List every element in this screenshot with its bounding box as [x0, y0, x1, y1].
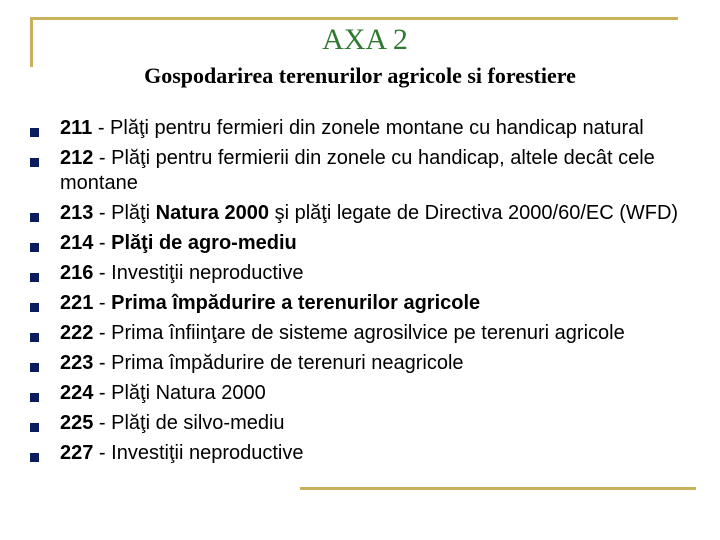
list-item	[28, 408, 708, 438]
frame-bottom-line	[300, 487, 696, 490]
measure-text: - Plăţi pentru fermieri din zonele montane cu handicap natural	[92, 117, 644, 139]
list-item	[28, 288, 708, 318]
measure-text-tail: şi plăţi legate de Directiva 2000/60/EC (WFD)	[269, 202, 679, 224]
measure-text: - Investiţii neproductive	[93, 442, 304, 464]
measure-text: - Prima împădurire de terenuri neagricole	[93, 352, 464, 374]
measure-text-bold: Plăţi de agro-mediu	[111, 232, 297, 254]
square-bullet-icon	[30, 158, 39, 167]
square-bullet-icon	[30, 333, 39, 342]
measure-text: -	[93, 292, 112, 314]
square-bullet-icon	[30, 273, 39, 282]
measure-list	[28, 113, 708, 468]
square-bullet-icon	[30, 453, 39, 462]
slide-title: AXA 2	[322, 23, 408, 56]
list-item	[28, 378, 708, 408]
measure-code: 223	[60, 352, 94, 374]
square-bullet-icon	[30, 213, 39, 222]
square-bullet-icon	[30, 393, 39, 402]
list-item	[28, 228, 708, 258]
square-bullet-icon	[30, 363, 39, 372]
measure-code: 227	[60, 442, 94, 464]
measure-code: 214	[60, 232, 94, 254]
measure-text: - Investiţii neproductive	[93, 262, 304, 284]
measure-code: 216	[60, 262, 94, 284]
measure-code: 213	[60, 202, 94, 224]
square-bullet-icon	[30, 128, 39, 137]
measure-code: 212	[60, 147, 94, 169]
list-item	[28, 438, 708, 468]
list-item	[28, 198, 708, 228]
measure-code: 211	[60, 117, 93, 139]
measure-code: 224	[60, 382, 94, 404]
list-item	[28, 143, 708, 198]
square-bullet-icon	[30, 243, 39, 252]
measure-text: -	[93, 232, 112, 254]
square-bullet-icon	[30, 303, 39, 312]
measure-text: - Plăţi Natura 2000	[93, 382, 266, 404]
measure-text: - Plăţi	[93, 202, 156, 224]
measure-text: - Plăţi de silvo-mediu	[93, 412, 285, 434]
measure-code: 221	[60, 292, 94, 314]
list-item	[28, 318, 708, 348]
measure-code: 222	[60, 322, 94, 344]
measure-text-bold: Prima împădurire a terenurilor agricole	[111, 292, 481, 314]
list-item	[28, 348, 708, 378]
slide-subtitle: Gospodarirea terenurilor agricole si forestiere	[144, 63, 576, 88]
frame-top-line	[30, 17, 678, 20]
measure-text: - Prima înfiinţare de sisteme agrosilvice pe terenuri agricole	[93, 322, 625, 344]
square-bullet-icon	[30, 423, 39, 432]
list-item	[28, 113, 708, 143]
measure-text-bold: Natura 2000	[155, 202, 270, 224]
measure-code: 225	[60, 412, 94, 434]
measure-text: - Plăţi pentru fermierii din zonele cu handicap, altele decât cele montane	[60, 147, 655, 194]
list-item	[28, 258, 708, 288]
